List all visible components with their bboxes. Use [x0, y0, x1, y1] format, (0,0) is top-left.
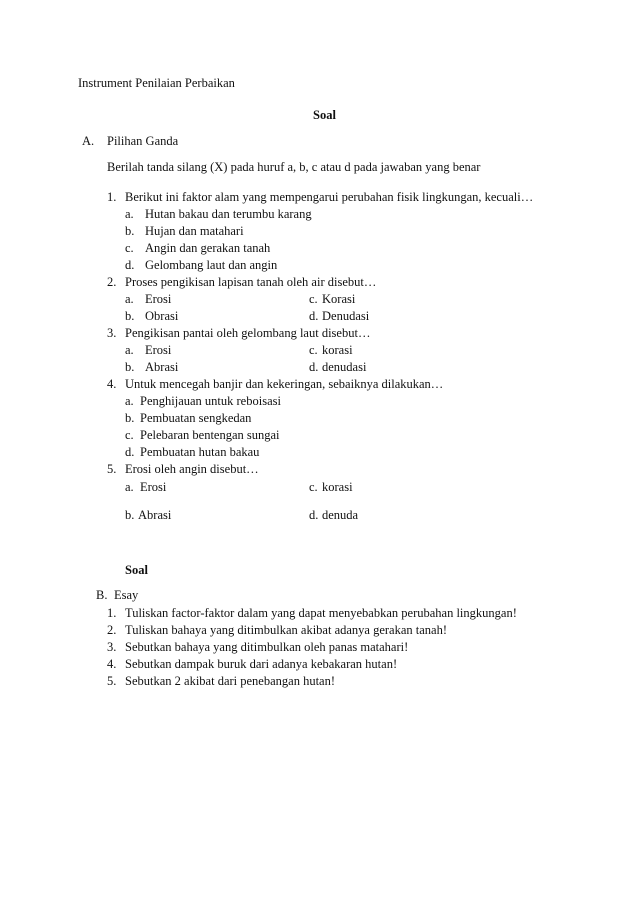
essay-question: Tuliskan bahaya yang ditimbulkan akibat adanya gerakan tanah! — [125, 623, 448, 637]
essay-question: Sebutkan 2 akibat dari penebangan hutan! — [125, 674, 335, 688]
section-a-letter: A. — [82, 134, 95, 148]
essay-number: 4. — [107, 657, 117, 671]
option-letter: d. — [309, 508, 319, 522]
option-letter: d. — [125, 445, 135, 459]
essay-question: Sebutkan dampak buruk dari adanya kebakaran hutan! — [125, 657, 398, 671]
question-text: Proses pengikisan lapisan tanah oleh air disebut… — [125, 275, 377, 289]
option-letter: d. — [309, 309, 319, 323]
question-number: 5. — [107, 462, 117, 476]
option-letter: d. — [125, 258, 135, 272]
option-text: denudasi — [322, 360, 367, 374]
option-text: Angin dan gerakan tanah — [145, 241, 271, 255]
question-number: 3. — [107, 326, 117, 340]
option-text: Pelebaran bentengan sungai — [140, 428, 280, 442]
option-letter: b. — [125, 508, 135, 522]
option-letter: c. — [309, 480, 318, 494]
section-b-letter: B. — [96, 588, 108, 602]
question-text: Pengikisan pantai oleh gelombang laut disebut… — [125, 326, 371, 340]
essay-number: 1. — [107, 606, 117, 620]
option-letter: b. — [125, 360, 135, 374]
option-letter: a. — [125, 343, 134, 357]
essay-number: 5. — [107, 674, 117, 688]
option-text: Penghijauan untuk reboisasi — [140, 394, 281, 408]
question-number: 4. — [107, 377, 117, 391]
option-text: Erosi — [145, 292, 172, 306]
option-text: korasi — [322, 480, 353, 494]
essay-question: Tuliskan factor-faktor dalam yang dapat menyebabkan perubahan lingkungan! — [125, 606, 517, 620]
question-text: Erosi oleh angin disebut… — [125, 462, 259, 476]
option-text: korasi — [322, 343, 353, 357]
option-letter: c. — [125, 428, 134, 442]
section-a-name: Pilihan Ganda — [107, 134, 179, 148]
essay-question: Sebutkan bahaya yang ditimbulkan oleh panas matahari! — [125, 640, 409, 654]
option-letter: a. — [125, 207, 134, 221]
option-text: Erosi — [145, 343, 172, 357]
option-text: Hujan dan matahari — [145, 224, 244, 238]
option-letter: c. — [309, 292, 318, 306]
option-letter: b. — [125, 224, 135, 238]
option-letter: c. — [125, 241, 134, 255]
question-number: 2. — [107, 275, 117, 289]
option-text: denuda — [322, 508, 359, 522]
section-b-name: Esay — [114, 588, 139, 602]
option-text: Gelombang laut dan angin — [145, 258, 278, 272]
option-letter: c. — [309, 343, 318, 357]
section-b-heading: Soal — [125, 563, 148, 577]
document-title: Instrument Penilaian Perbaikan — [78, 76, 235, 90]
option-text: Korasi — [322, 292, 356, 306]
option-letter: d. — [309, 360, 319, 374]
option-text: Denudasi — [322, 309, 370, 323]
section-a-instruction: Berilah tanda silang (X) pada huruf a, b, c atau d pada jawaban yang benar — [107, 160, 481, 174]
option-letter: b. — [125, 411, 135, 425]
option-text: Obrasi — [145, 309, 179, 323]
option-letter: a. — [125, 292, 134, 306]
option-letter: a. — [125, 394, 134, 408]
section-a-heading: Soal — [313, 108, 336, 122]
question-text: Untuk mencegah banjir dan kekeringan, sebaiknya dilakukan… — [125, 377, 444, 391]
option-text: Erosi — [140, 480, 167, 494]
question-text: Berikut ini faktor alam yang mempengarui perubahan fisik lingkungan, kecuali… — [125, 190, 534, 204]
option-text: Hutan bakau dan terumbu karang — [145, 207, 312, 221]
option-letter: b. — [125, 309, 135, 323]
essay-number: 2. — [107, 623, 117, 637]
option-text: Pembuatan hutan bakau — [140, 445, 260, 459]
option-text: Abrasi — [138, 508, 172, 522]
option-text: Abrasi — [145, 360, 179, 374]
essay-number: 3. — [107, 640, 117, 654]
option-letter: a. — [125, 480, 134, 494]
question-number: 1. — [107, 190, 117, 204]
option-text: Pembuatan sengkedan — [140, 411, 252, 425]
